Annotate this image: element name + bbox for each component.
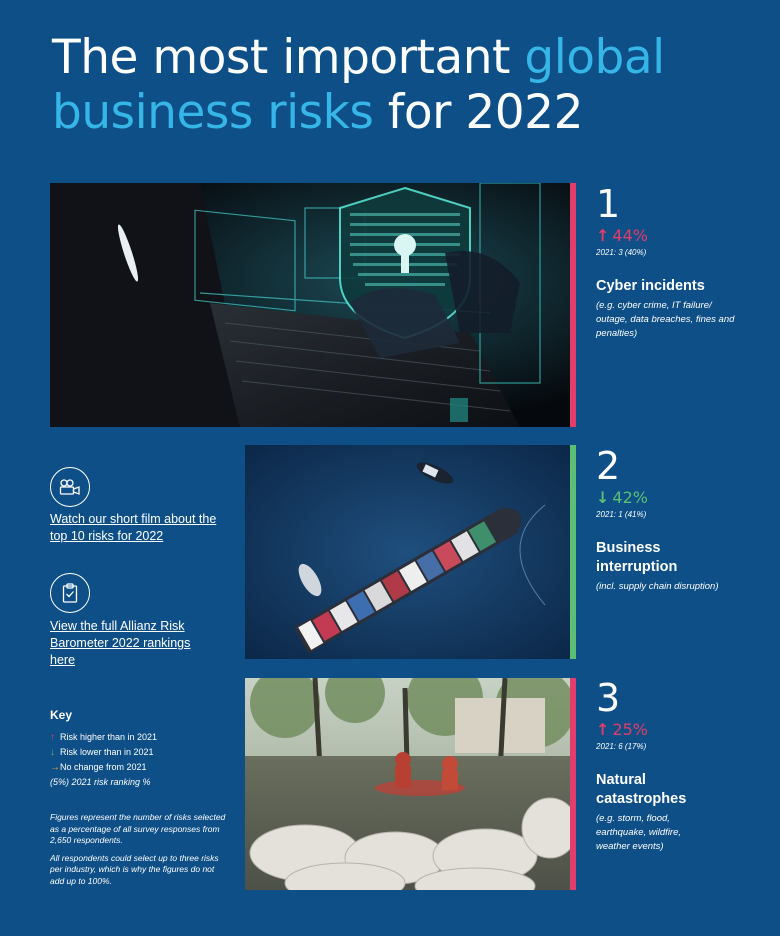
- title-part-1: The most important: [52, 30, 525, 85]
- key-ranking: (5%) 2021 risk ranking %: [50, 777, 151, 787]
- arrow-down-icon: ↓: [596, 488, 610, 507]
- title-highlight: global business risks: [52, 30, 665, 140]
- key-higher: Risk higher than in 2021: [60, 732, 158, 742]
- risk-2-indicator-bar: [570, 445, 576, 659]
- risk-percent: ↓ 42%: [596, 488, 648, 507]
- arrow-down-icon: ↓: [50, 747, 55, 758]
- risk-item-1: [596, 184, 756, 341]
- risk-previous-ranking: 2021: 6 (17%): [596, 742, 647, 751]
- risk-percent: ↑ 25%: [596, 720, 648, 739]
- risk-previous-ranking: 2021: 1 (41%): [596, 510, 647, 519]
- risk-rank: 1: [596, 182, 621, 226]
- footnote: Figures represent the number of risks selected as a percentage of all survey responses from 2,650 respondents.: [50, 812, 226, 845]
- risk-name: Cyber incidents: [596, 278, 705, 294]
- footnotes: [50, 812, 230, 893]
- key-lower: Risk lower than in 2021: [60, 747, 154, 757]
- risk-percent: ↑ 44%: [596, 226, 648, 245]
- risk-previous-ranking: 2021: 3 (40%): [596, 248, 647, 257]
- risk-name: Business interruption: [596, 540, 678, 575]
- arrow-up-icon: ↑: [596, 720, 610, 739]
- title-part-2: for 2022: [373, 85, 583, 140]
- risk-rank: 2: [596, 444, 621, 488]
- key-no-change: No change from 2021: [60, 762, 147, 772]
- watch-film-link[interactable]: Watch our short film about the top 10 risks for 2022: [50, 512, 217, 543]
- laptop-cyber-shield-photo: [50, 183, 570, 427]
- arrow-right-icon: →: [50, 762, 60, 773]
- risk-item-2: [596, 446, 756, 594]
- clipboard-check-icon[interactable]: [50, 573, 90, 613]
- risk-description: (incl. supply chain disruption): [596, 581, 719, 592]
- page-title: [52, 30, 752, 140]
- risk-description: (e.g. cyber crime, IT failure/ outage, data breaches, fines and penalties): [596, 300, 735, 339]
- risk-name: Natural catastrophes: [596, 772, 687, 807]
- risk-1-indicator-bar: [570, 183, 576, 427]
- risk-rank: 3: [596, 676, 621, 720]
- view-rankings-link[interactable]: View the full Allianz Risk Barometer 2022 rankings here: [50, 619, 191, 667]
- arrow-up-icon: ↑: [596, 226, 610, 245]
- arrow-up-icon: ↑: [50, 732, 55, 743]
- flood-rescue-sandbags-photo: [245, 678, 570, 890]
- risk-item-3: [596, 678, 756, 854]
- container-ship-aerial-photo: [245, 445, 570, 659]
- key-legend: [50, 730, 157, 790]
- risk-3-indicator-bar: [570, 678, 576, 890]
- video-camera-icon[interactable]: [50, 467, 90, 507]
- footnote: All respondents could select up to three risks per industry, which is why the figures do not add up to 100%.: [50, 852, 219, 886]
- risk-description: (e.g. storm, flood, earthquake, wildfire, weather events): [596, 813, 682, 852]
- key-title: Key: [50, 708, 73, 722]
